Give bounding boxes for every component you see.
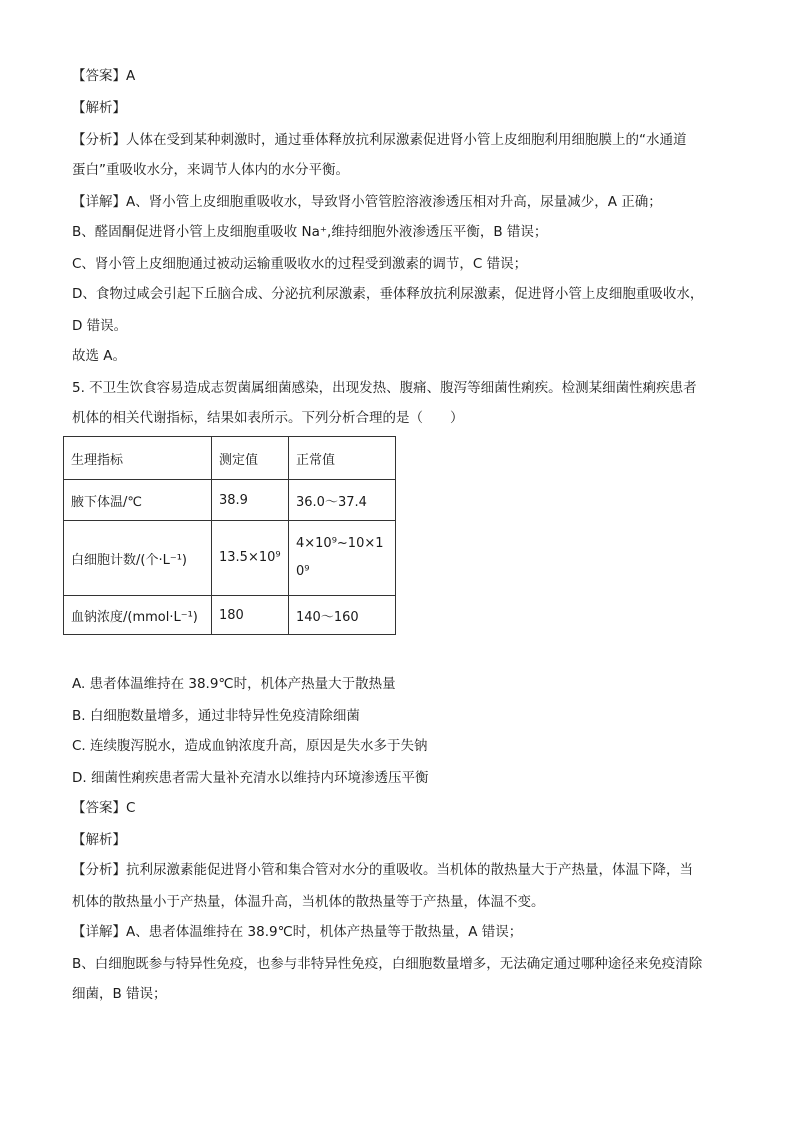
detail-text-line: B、醛固酮促进肾小管上皮细胞重吸收 Na⁺,维持细胞外液渗透压平衡，B 错误； [72,224,548,240]
table-cell: 腋下体温/℃ [64,480,212,521]
analysis-text-line: 【分析】抗利尿激素能促进肾小管和集合管对水分的重吸收。当机体的散热量大于产热量，体温下降，当 [72,862,693,878]
answer-line: 【答案】C [72,800,136,816]
detail-text-line: 细菌，B 错误； [72,986,167,1002]
metrics-table [63,436,396,635]
option-d: D. 细菌性痢疾患者需大量补充清水以维持内环境渗透压平衡 [72,770,429,786]
table-cell: 38.9 [212,480,289,521]
table-cell: 36.0～37.4 [289,480,396,521]
option-a: A. 患者体温维持在 38.9℃时，机体产热量大于散热量 [72,676,396,692]
detail-text-line: 【详解】A、肾小管上皮细胞重吸收水，导致肾小管管腔溶液渗透压相对升高，尿量减少，A 正确； [72,194,662,210]
analysis-text-line: 机体的散热量小于产热量，体温升高，当机体的散热量等于产热量，体温不变。 [72,894,545,910]
option-b: B. 白细胞数量增多，通过非特异性免疫清除细菌 [72,708,360,724]
table-cell: 180 [212,596,289,635]
option-c: C. 连续腹泻脱水，造成血钠浓度升高，原因是失水多于失钠 [72,738,428,754]
analysis-heading: 【解析】 [72,832,126,848]
answer-line: 【答案】A [72,68,136,84]
table-row [64,521,396,596]
detail-text-line: 【详解】A、患者体温维持在 38.9℃时，机体产热量等于散热量，A 错误； [72,924,523,940]
question-text-line: 机体的相关代谢指标，结果如表所示。下列分析合理的是（ ） [72,410,464,426]
table-cell-text: 13.5×10⁹ [219,550,281,565]
table-cell-text: 白细胞计数/(个·L⁻¹) [71,552,187,568]
table-row [64,480,396,521]
table-cell [212,521,289,596]
analysis-text-line: 蛋白”重吸收水分，来调节人体内的水分平衡。 [72,162,349,178]
analysis-text-line: 【分析】人体在受到某种刺激时，通过垂体释放抗利尿激素促进肾小管上皮细胞利用细胞膜上的“水通道 [72,132,687,148]
table-cell [64,521,212,596]
conclusion-line: 故选 A。 [72,348,127,364]
table-cell-text: 4×10⁹~10×10⁹ [296,536,384,579]
table-header-cell: 测定值 [212,437,289,480]
table-header-row [64,437,396,480]
table-header-cell: 正常值 [289,437,396,480]
table-cell: 血钠浓度/(mmol·L⁻¹) [64,596,212,635]
detail-text-line: D 错误。 [72,318,128,334]
detail-text-line: B、白细胞既参与特异性免疫，也参与非特异性免疫，白细胞数量增多，无法确定通过哪种途径来免疫清除 [72,956,703,972]
table-row [64,596,396,635]
detail-text-line: D、食物过咸会引起下丘脑合成、分泌抗利尿激素，垂体释放抗利尿激素，促进肾小管上皮细胞重吸收水， [72,286,704,302]
table-header-cell: 生理指标 [64,437,212,480]
table-cell: 140～160 [289,596,396,635]
analysis-heading: 【解析】 [72,100,126,116]
table-cell [289,521,396,596]
question-text-line: 5. 不卫生饮食容易造成志贺菌属细菌感染，出现发热、腹痛、腹泻等细菌性痢疾。检测某细菌性痢疾患者 [72,380,697,396]
detail-text-line: C、肾小管上皮细胞通过被动运输重吸收水的过程受到激素的调节，C 错误； [72,256,528,272]
